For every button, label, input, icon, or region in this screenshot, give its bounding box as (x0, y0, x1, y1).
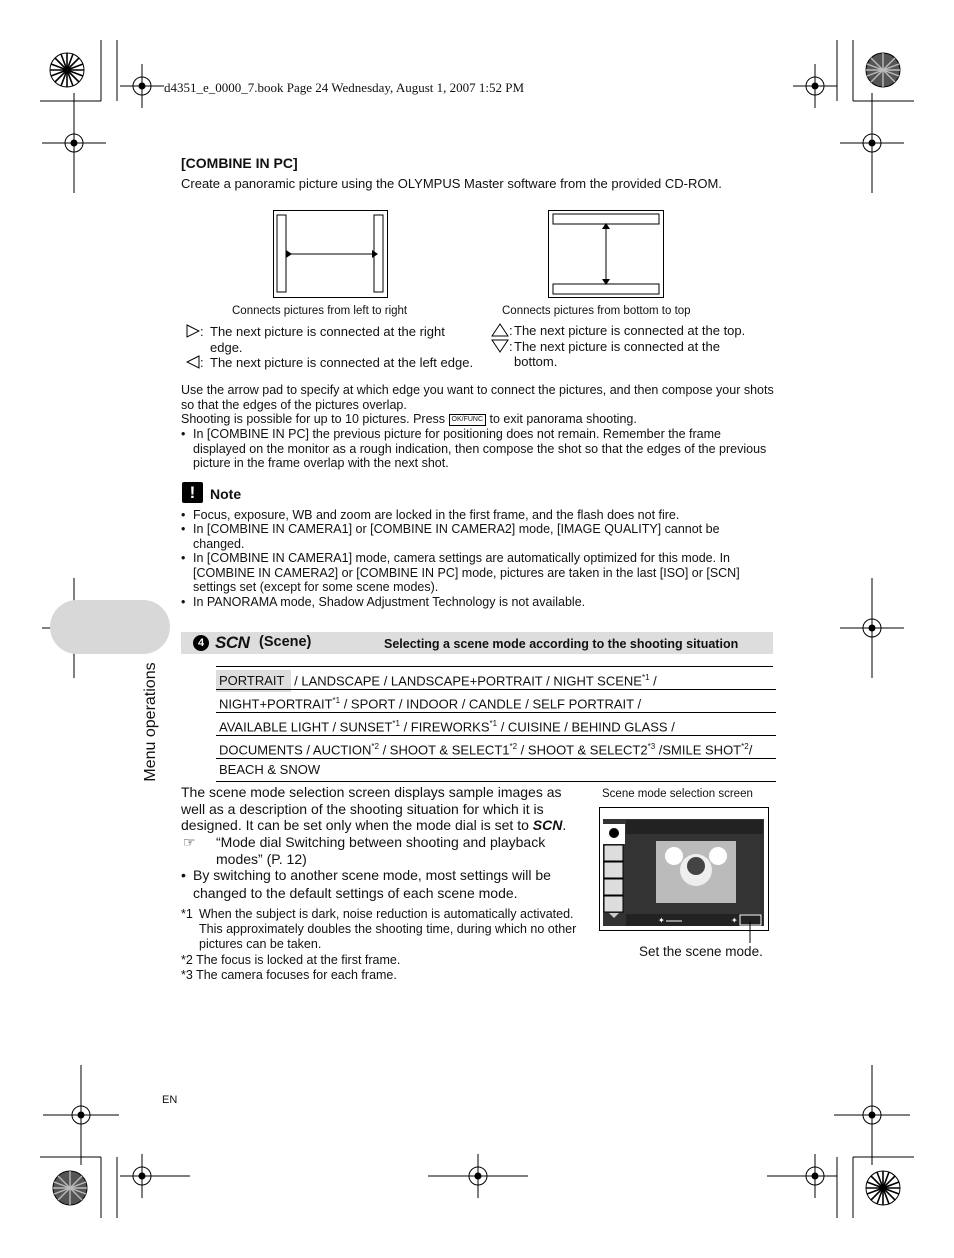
scn-mode-icon: SCN (532, 817, 563, 833)
print-header-line: d4351_e_0000_7.book Page 24 Wednesday, August 1, 2007 1:52 PM (164, 80, 525, 95)
ok-func-button-icon: OK/FUNC (449, 414, 487, 426)
scene-list-row: $NIGHT+PORTRAIT^{*1}$ / SPORT / INDOOR / CANDLE / SELF PORTRAIT / (216, 689, 776, 712)
note-item: • In [COMBINE IN CAMERA1] mode, camera settings are automatically optimized for this mode. In [COMBINE IN CAMERA2] or [COMBINE IN PC] mode, pictures are taken in the last [ISO] or [SCN] settings set (except for some scene modes). (181, 551, 740, 595)
arrow-pad-paragraph: Use the arrow pad to specify at which edge you want to connect the pictures, and then compose your shots so that the edges of the pictures overlap. (181, 383, 774, 412)
scn-mode-icon: SCN (215, 633, 250, 652)
right-edge-text: The next picture is connected at the right (210, 324, 445, 339)
note-item: • In PANORAMA mode, Shadow Adjustment Technology is not available. (181, 595, 586, 609)
reference-text: “Mode dial Switching between shooting and playback modes” (P. 12) (216, 834, 546, 867)
footnote-2: *2 The focus is locked at the first frame. (181, 953, 401, 967)
caption-bottom-to-top: Connects pictures from bottom to top (502, 305, 691, 317)
footer-language: EN (162, 1094, 178, 1106)
shooting-limit-text: Shooting is possible for up to 10 pictures. Press (181, 412, 446, 426)
right-edge-text-2: edge. (210, 340, 243, 355)
note-title: Note (210, 486, 242, 502)
combine-title: [COMBINE IN PC] (181, 155, 298, 171)
scene-paragraph: The scene mode selection screen displays sample images as well as a description of the shooting situation for which it is designed. It can be set only when the mode dial is set to SCN. (181, 784, 567, 833)
section-number-icon: 4 (193, 635, 209, 651)
screen-caption: Scene mode selection screen (602, 788, 753, 800)
scene-list-row: BEACH & SNOW (216, 758, 776, 782)
top-edge-text: The next picture is connected at the top. (514, 323, 746, 338)
scene-bullet: • By switching to another scene mode, most settings will be changed to the default settings of each scene mode. (181, 867, 551, 901)
left-edge-text: The next picture is connected at the left edge. (210, 355, 474, 370)
side-tab (50, 600, 170, 654)
reference-icon: ☞ (183, 834, 196, 850)
footnote-3: *3 The camera focuses for each frame. (181, 968, 397, 982)
diagram-bottom-to-top (548, 210, 664, 298)
down-arrow-outline-icon (491, 339, 509, 353)
side-tab-label: Menu operations (142, 662, 159, 782)
diagram-left-to-right (273, 210, 388, 298)
note-icon: ! (182, 482, 203, 503)
scene-list-row: PORTRAIT / LANDSCAPE / LANDSCAPE+PORTRAIT / NIGHT SCENE$^{*1}$ / (216, 666, 773, 689)
left-arrow-outline-icon (186, 355, 200, 369)
right-arrow-outline-icon (186, 324, 200, 338)
combine-intro: Create a panoramic picture using the OLYMPUS Master software from the provided CD-ROM. (181, 176, 722, 191)
svg-text:✦: ✦ (658, 916, 665, 925)
scene-list-row: DOCUMENTS / AUCTION$^{*2}$ / SHOOT & SELECT1$^{*2}$ / SHOOT & SELECT2$^{*3}$ /SMILE SHOT$^{*2}$/ (216, 735, 776, 758)
bottom-edge-text: The next picture is connected at the (514, 339, 720, 354)
shooting-limit-paragraph (181, 412, 637, 427)
combine-bullet: • In [COMBINE IN PC] the previous picture for positioning does not remain. Remember the frame displayed on the monitor as a rough indication, then compose the shot so that the edges of the previous picture in the frame overlap with the next shot. (181, 427, 767, 471)
footnote-1: *1 When the subject is dark, noise reduction is automatically activated. This approximately doubles the shooting time, during which no other pictures can be taken. (181, 907, 577, 951)
portrait-option: PORTRAIT (216, 670, 291, 692)
caption-left-to-right: Connects pictures from left to right (232, 305, 408, 317)
up-arrow-outline-icon (491, 323, 509, 337)
svg-text:✦: ✦ (731, 916, 738, 925)
note-item: • In [COMBINE IN CAMERA1] or [COMBINE IN CAMERA2] mode, [IMAGE QUALITY] cannot be changed. (181, 522, 720, 551)
camera-screen (599, 807, 769, 931)
scene-list-row: AVAILABLE LIGHT / SUNSET$^{*1}$ / FIREWORKS$^{*1}$ / CUISINE / BEHIND GLASS / (216, 712, 776, 735)
scene-label: (Scene) (259, 634, 312, 650)
shooting-limit-text-2: to exit panorama shooting. (489, 412, 637, 426)
scene-description: Selecting a scene mode according to the shooting situation (384, 637, 739, 651)
set-scene-caption: Set the scene mode. (639, 944, 763, 959)
bottom-edge-text-2: bottom. (514, 354, 558, 369)
note-item: • Focus, exposure, WB and zoom are locked in the first frame, and the flash does not fire. (181, 508, 680, 522)
